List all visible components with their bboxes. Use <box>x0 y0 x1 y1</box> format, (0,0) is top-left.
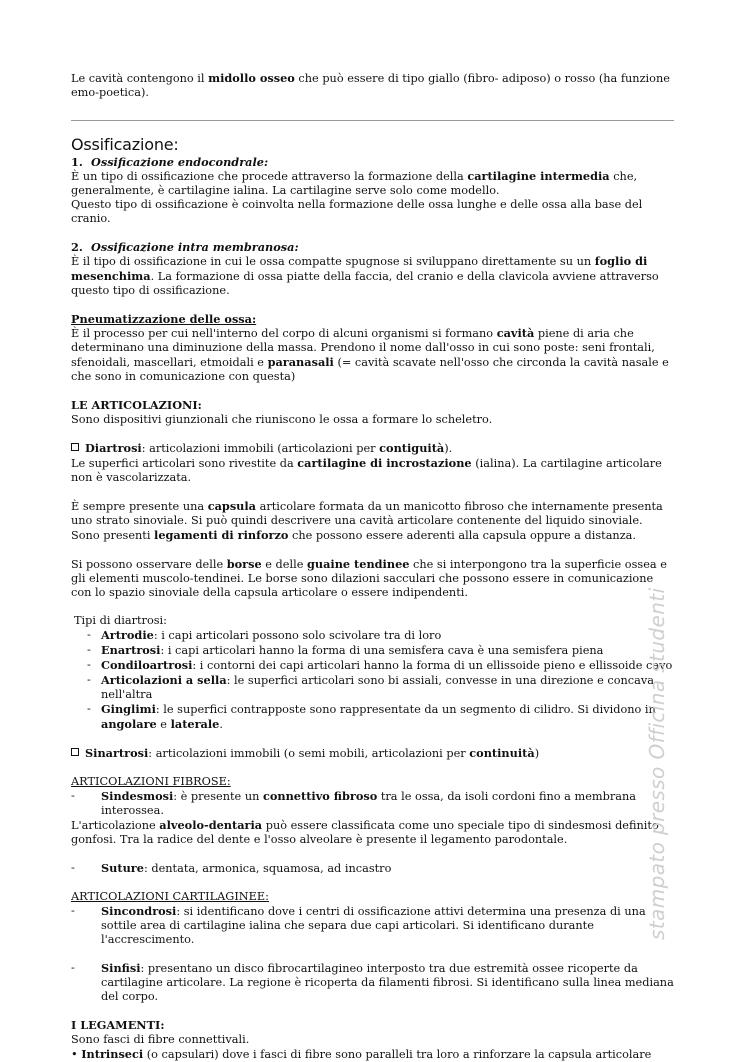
legamenti-title: I LEGAMENTI: <box>71 1018 165 1032</box>
tipi-list <box>71 628 675 732</box>
diartrosi-p4: Si possono osservare delle borse e delle guaine tendinee che si interpongono tra la superficie ossea e gli elementi muscolo-tendinei. Le borse sono dilazioni sacculari che possono essere in comunicazione con lo spazio sinoviale della capsula articolare o essere indipendenti. <box>71 557 667 599</box>
section-title: Ossificazione: <box>71 135 179 154</box>
square-bullet-icon <box>71 443 79 451</box>
intro-paragraph: Le cavità contengono il midollo osseo che può essere di tipo giallo (fibro- adiposo) o rosso (ha funzione emo-poetica). <box>71 71 670 99</box>
list-item: - Ginglimi: le superfici contrapposte sono rappresentate da un segmento di cilidro. Si dividono in angolare e laterale. <box>71 702 675 732</box>
suture-item: - Suture: dentata, armonica, squamosa, ad incastro <box>71 861 392 875</box>
articolazioni-title: LE ARTICOLAZIONI: <box>71 398 202 412</box>
pneumatizzazione-title: Pneumatizzazione delle ossa: <box>71 312 257 326</box>
sinartrosi-heading: Sinartrosi: articolazioni immobili (o semi mobili, articolazioni per continuità) <box>71 746 675 761</box>
square-bullet-icon <box>71 748 79 756</box>
document-page <box>71 71 675 1062</box>
intrinseci-item: • Intrinseci (o capsulari) dove i fasci di fibre sono paralleli tra loro a rinforzare la capsula articolare <box>71 1047 652 1061</box>
diartrosi-p2: È sempre presente una capsula articolare formata da un manicotto fibroso che internamente presenta uno strato sinoviale. Si può quindi descrivere una cavità articolare contenente del liquido sinoviale. <box>71 499 663 527</box>
diartrosi-heading: Diartrosi: articolazioni immobili (articolazioni per contiguità). <box>71 441 675 456</box>
endocondrale-text-2: Questo tipo di ossificazione è coinvolta nella formazione delle ossa lunghe e delle ossa alla base del cranio. <box>71 198 643 225</box>
legamenti-text: Sono fasci di fibre connettivali. <box>71 1033 250 1046</box>
sincondrosi-item: - Sincondrosi: si identificano dove i centri di ossificazione attivi determina una presenza di una sottile area di cartilagine ialina che separa due capi articolari. Si identificano durante l'accrescimento. <box>71 904 646 946</box>
articolazioni-text: Sono dispositivi giunzionali che riuniscono le ossa a formare lo scheletro. <box>71 413 493 426</box>
sinfisi-item: - Sinfisi: presentano un disco fibrocartilagineo interposto tra due estremità ossee ricoperte da cartilagine articolare. La regione è ricoperta da filamenti fibrosi. Si identificano sulla linea mediana del corpo. <box>71 961 674 1003</box>
endocondrale-title: 1. Ossificazione endocondrale: <box>71 155 269 169</box>
alveolo-dentaria-text: L'articolazione alveolo-dentaria può essere classificata come uno speciale tipo di sindesmosi definito gonfosi. Tra la radice del dente e l'osso alveolare è presente il legamento parodontale. <box>71 818 659 846</box>
endocondrale-text: È un tipo di ossificazione che procede attraverso la formazione della cartilagine intermedia che, generalmente, è cartilagine ialina. La cartilagine serve solo come modello. <box>71 169 638 197</box>
tipi-title: Tipi di diartrosi: <box>74 614 167 627</box>
cartilaginee-title: ARTICOLAZIONI CARTILAGINEE: <box>71 890 269 903</box>
list-item: - Enartrosi: i capi articolari hanno la forma di una semisfera cava è una semisfera piena <box>71 643 675 658</box>
sindesmosi-item: - Sindesmosi: è presente un connettivo fibroso tra le ossa, da isoli cordoni fino a membrana interossea. <box>71 789 636 817</box>
watermark-text: stampato presso Officina studenti <box>645 587 669 940</box>
fibrose-title: ARTICOLAZIONI FIBROSE: <box>71 775 231 788</box>
diartrosi-p1: Le superfici articolari sono rivestite da cartilagine di incrostazione (ialina). La cartilagine articolare non è vascolarizzata. <box>71 456 662 484</box>
list-item: - Articolazioni a sella: le superfici articolari sono bi assiali, convesse in una direzione e concava nell'altra <box>71 673 675 702</box>
intramembranosa-text: È il tipo di ossificazione in cui le ossa compatte spugnose si sviluppano direttamente su un foglio di mesenchima. La formazione di ossa piatte della faccia, del cranio e della clavicola avviene attraverso questo tipo di ossificazione. <box>71 254 659 297</box>
diartrosi-p3: Sono presenti legamenti di rinforzo che possono essere aderenti alla capsula oppure a distanza. <box>71 528 636 542</box>
intramembranosa-title: 2. Ossificazione intra membranosa: <box>71 240 299 254</box>
pneumatizzazione-text: È il processo per cui nell'interno del corpo di alcuni organismi si formano cavità piene di aria che determinano una diminuzione della massa. Prendono il nome dall'osso in cui sono poste: seni frontali, sfenoidali, mascellari, etmoidali e paranasali (= cavità scavate nell'osso che circonda la cavità nasale e che sono in comunicazione con questa) <box>71 326 669 383</box>
list-item: - Artrodie: i capi articolari possono solo scivolare tra di loro <box>71 628 675 643</box>
list-item: - Condiloartrosi: i contorni dei capi articolari hanno la forma di un ellissoide pieno e ellissoide cavo <box>71 658 675 673</box>
